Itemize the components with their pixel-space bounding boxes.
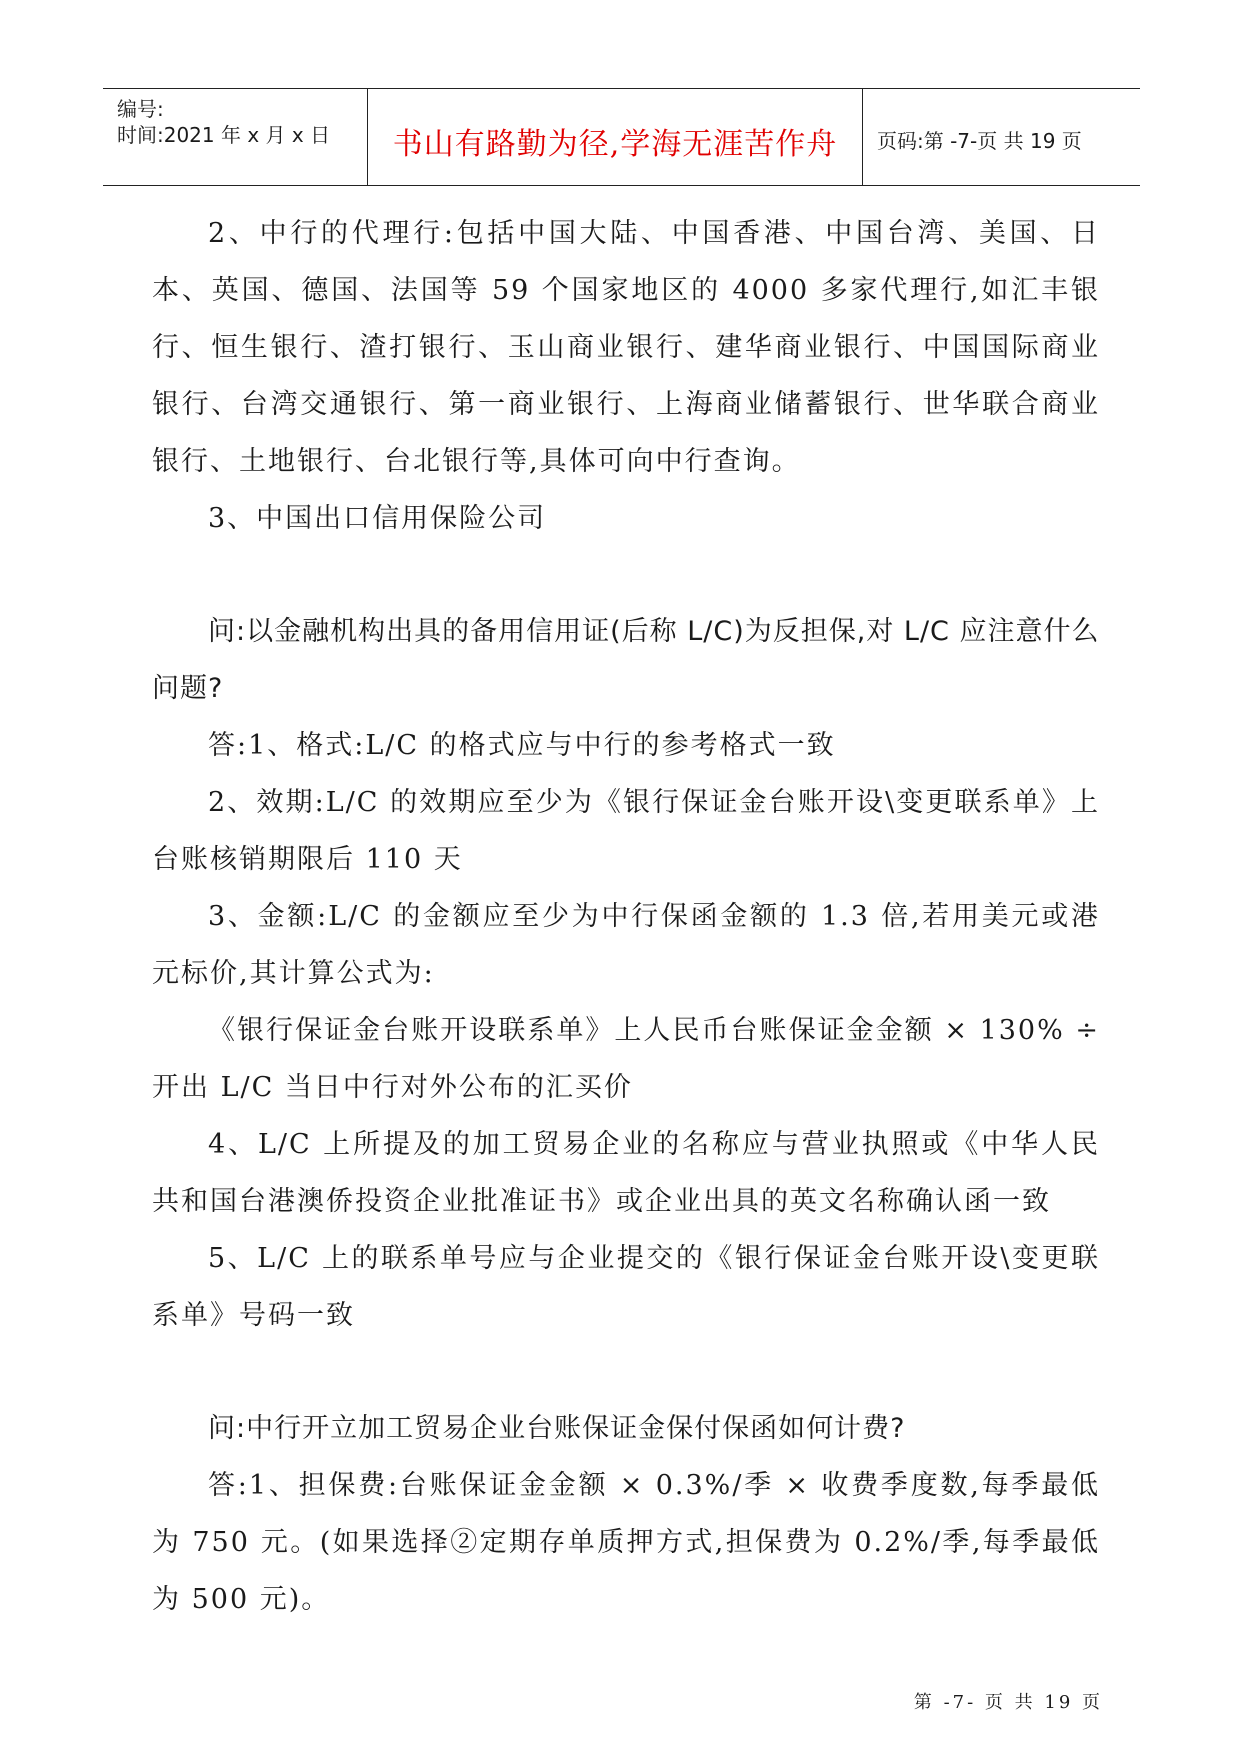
document-body	[152, 205, 1100, 1628]
header-table	[103, 88, 1140, 186]
answer-validity: 2、效期:L/C 的效期应至少为《银行保证金台账开设\变更联系单》上台账核销期限后 110 天	[152, 787, 1100, 875]
spacer	[152, 1344, 1100, 1400]
header-center-cell	[367, 89, 863, 185]
header-left-cell	[103, 89, 367, 185]
header-right-cell	[863, 89, 1140, 185]
answer-amount: 3、金额:L/C 的金额应至少为中行保函金额的 1.3 倍,若用美元或港元标价,其计算公式为:	[152, 901, 1100, 989]
paragraph-export-credit: 3、中国出口信用保险公司	[208, 503, 547, 534]
answer-format: 答:1、格式:L/C 的格式应与中行的参考格式一致	[208, 730, 836, 761]
answer-company-name: 4、L/C 上所提及的加工贸易企业的名称应与营业执照或《中华人民共和国台港澳侨投资企业批准证书》或企业出具的英文名称确认函一致	[152, 1129, 1100, 1217]
answer-formula: 《银行保证金台账开设联系单》上人民币台账保证金金额 × 130% ÷ 开出 L/C 当日中行对外公布的汇买价	[152, 1015, 1100, 1103]
serial-number-label: 编号:	[117, 97, 164, 121]
answer-guarantee-fee: 答:1、担保费:台账保证金金额 × 0.3%/季 × 收费季度数,每季最低为 750 元。(如果选择②定期存单质押方式,担保费为 0.2%/季,每季最低为 500 元)。	[152, 1470, 1100, 1615]
question-fees: 问:中行开立加工贸易企业台账保证金保付保函如何计费?	[208, 1413, 906, 1444]
answer-contact-number: 5、L/C 上的联系单号应与企业提交的《银行保证金台账开设\变更联系单》号码一致	[152, 1243, 1100, 1331]
question-standby-lc: 问:以金融机构出具的备用信用证(后称 L/C)为反担保,对 L/C 应注意什么问题?	[152, 616, 1100, 704]
footer-page-number: 第 -7- 页 共 19 页	[913, 1692, 1103, 1713]
header-page-number: 页码:第 -7-页 共 19 页	[877, 129, 1082, 153]
time-label: 时间:2021 年 x 月 x 日	[117, 123, 331, 147]
spacer	[152, 547, 1100, 603]
motto: 书山有路勤为径,学海无涯苦作舟	[392, 127, 838, 162]
paragraph-agent-banks: 2、中行的代理行:包括中国大陆、中国香港、中国台湾、美国、日本、英国、德国、法国等 59 个国家地区的 4000 多家代理行,如汇丰银行、恒生银行、渣打银行、玉山商业银行、建华商业银行、中国国际商业银行、台湾交通银行、第一商业银行、上海商业储蓄银行、世华联合商业银行、土地银行、台北银行等,具体可向中行查询。	[152, 218, 1100, 477]
